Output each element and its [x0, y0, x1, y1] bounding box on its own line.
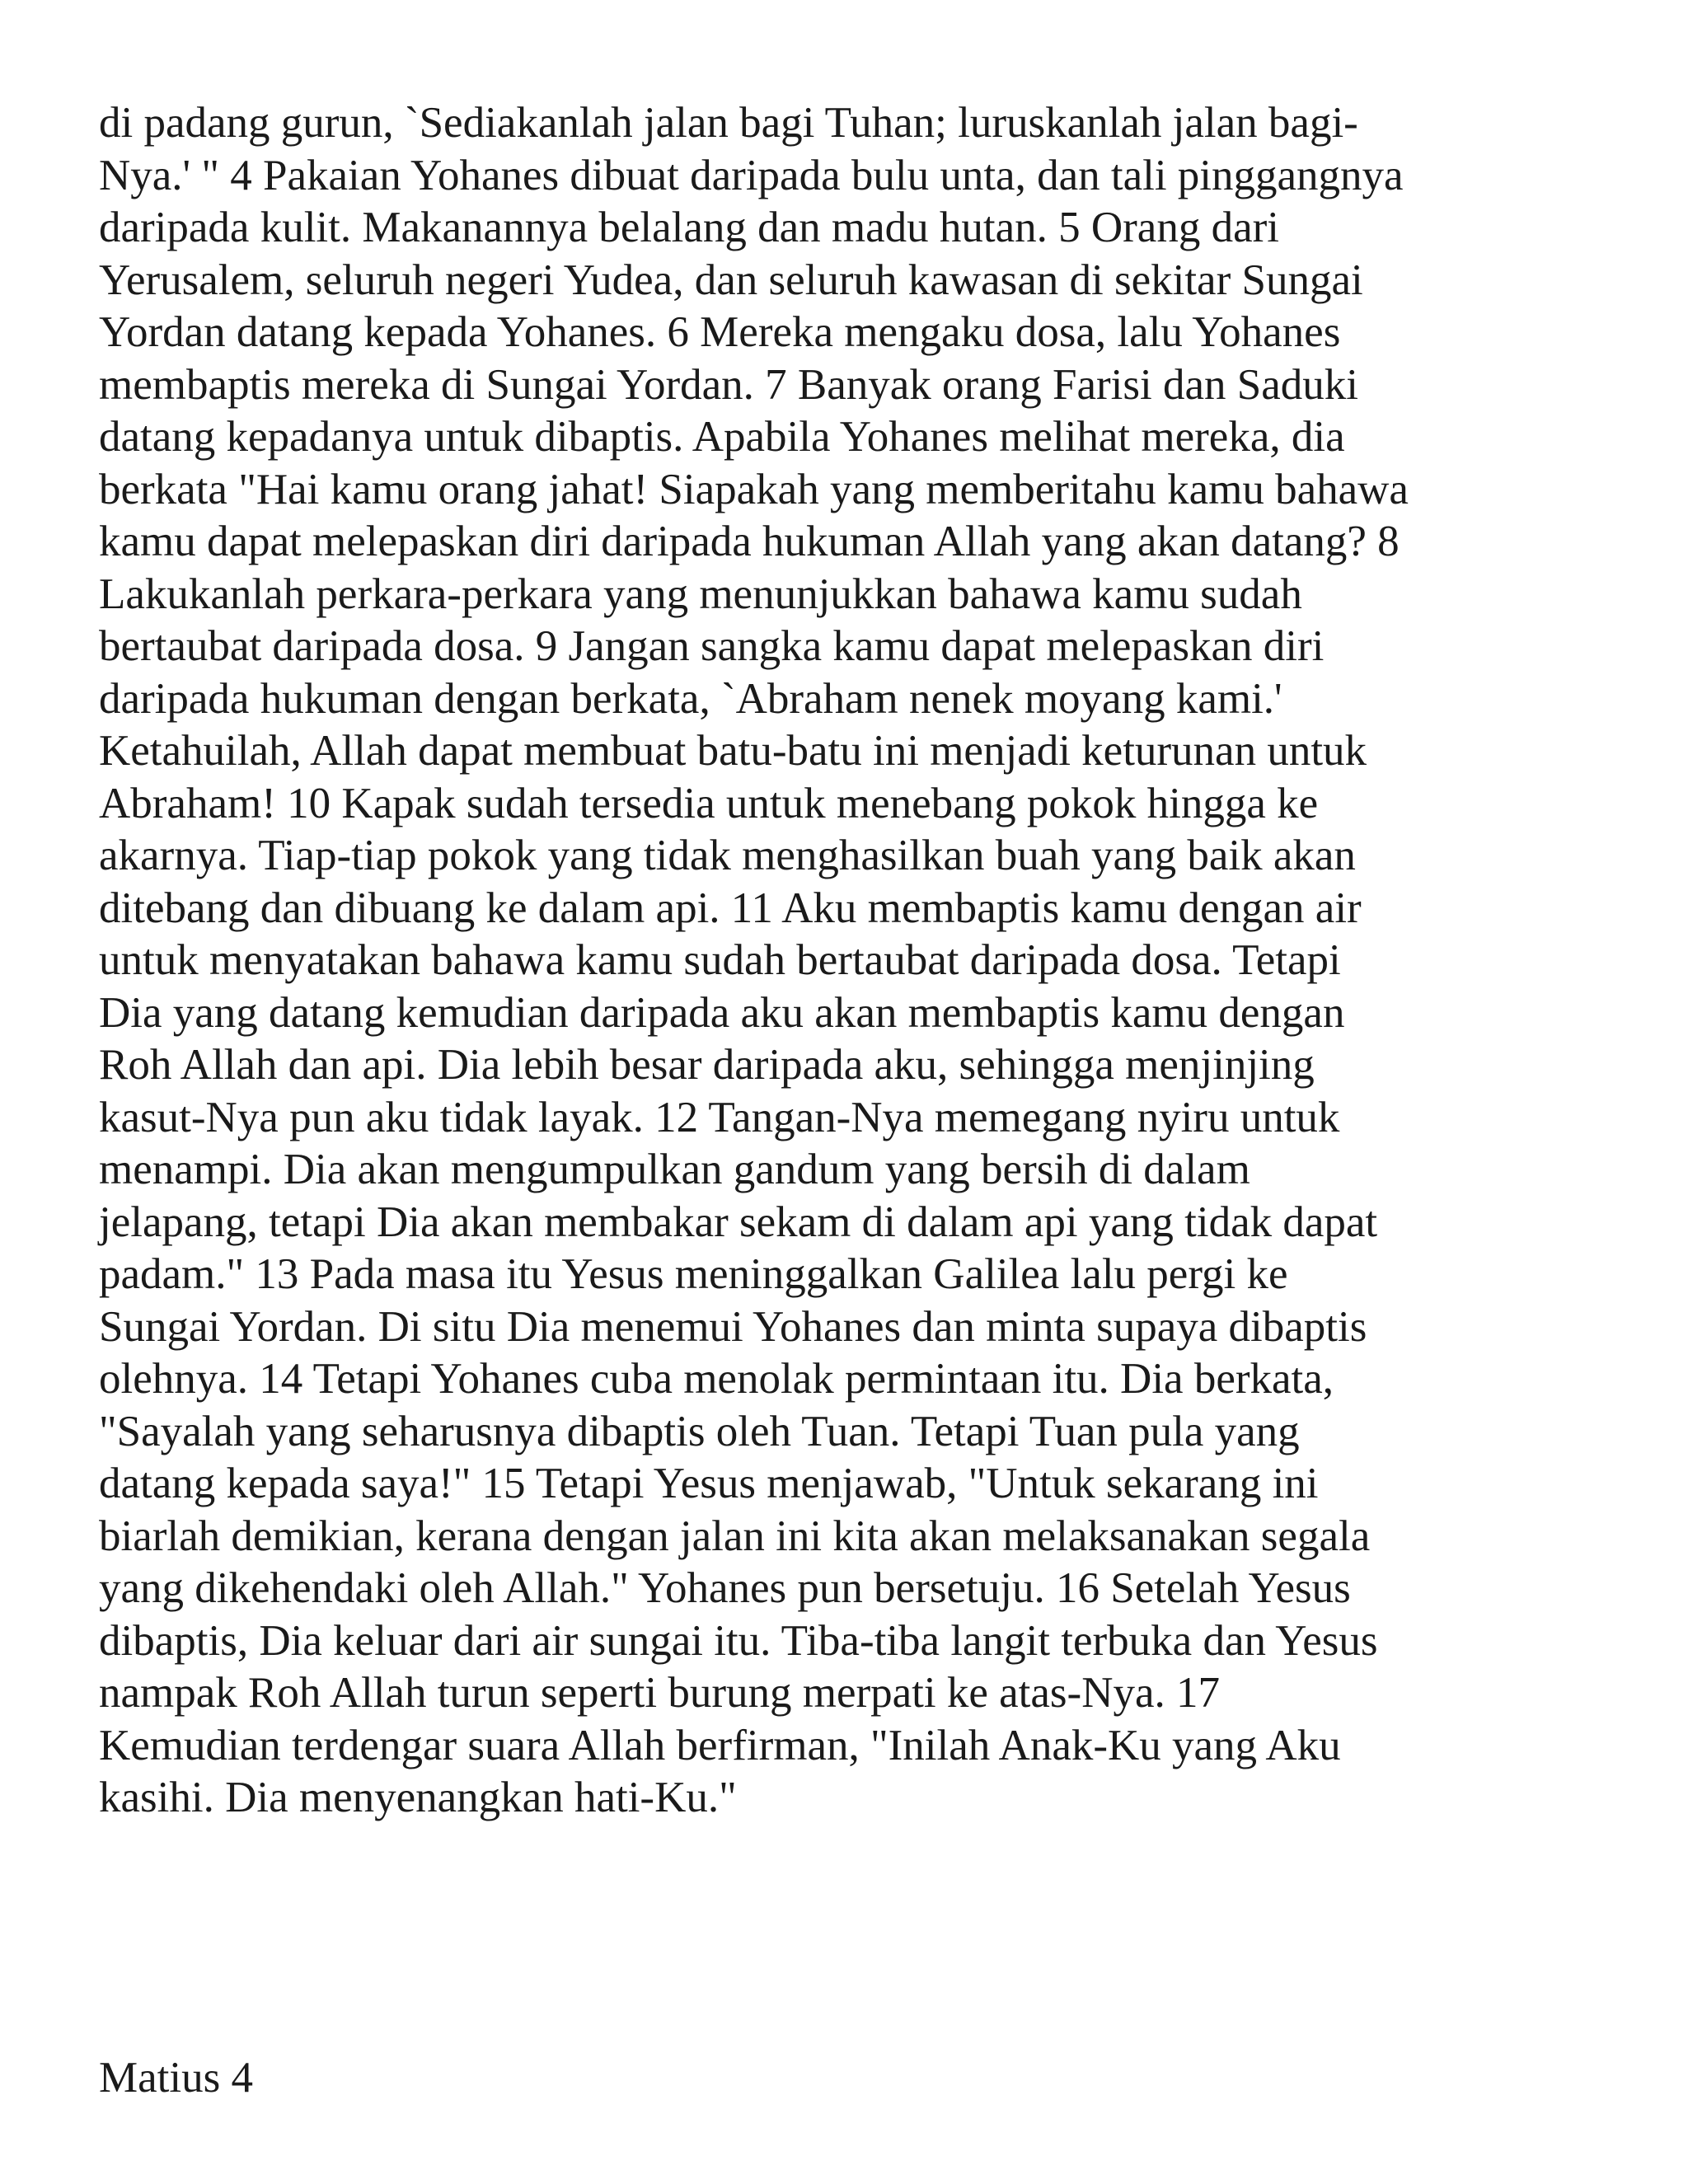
text-line: padam." 13 Pada masa itu Yesus meninggalkan Galilea lalu pergi ke — [99, 1250, 1288, 1298]
text-line: yang dikehendaki oleh Allah." Yohanes pun bersetuju. 16 Setelah Yesus — [99, 1564, 1351, 1612]
text-line: Nya.' " 4 Pakaian Yohanes dibuat daripada bulu unta, dan tali pinggangnya — [99, 151, 1404, 199]
text-line: Dia yang datang kemudian daripada aku akan membaptis kamu dengan — [99, 988, 1345, 1037]
text-line: Yordan datang kepada Yohanes. 6 Mereka mengaku dosa, lalu Yohanes — [99, 308, 1341, 356]
text-line: Ketahuilah, Allah dapat membuat batu-batu ini menjadi keturunan untuk — [99, 727, 1367, 775]
text-line: datang kepada saya!" 15 Tetapi Yesus menjawab, "Untuk sekarang ini — [99, 1460, 1319, 1507]
text-line: kasut-Nya pun aku tidak layak. 12 Tangan-Nya memegang nyiru untuk — [99, 1093, 1340, 1141]
text-line: "Sayalah yang seharusnya dibaptis oleh Tuan. Tetapi Tuan pula yang — [99, 1407, 1300, 1455]
text-line: kamu dapat melepaskan diri daripada hukuman Allah yang akan datang? 8 — [99, 518, 1400, 565]
scripture-text-block — [99, 97, 1607, 1825]
text-line: datang kepadanya untuk dibaptis. Apabila Yohanes melihat mereka, dia — [99, 413, 1345, 461]
text-line: olehnya. 14 Tetapi Yohanes cuba menolak permintaan itu. Dia berkata, — [99, 1355, 1334, 1403]
text-line: Yerusalem, seluruh negeri Yudea, dan seluruh kawasan di sekitar Sungai — [99, 255, 1363, 304]
text-line: Sungai Yordan. Di situ Dia menemui Yohanes dan minta supaya dibaptis — [99, 1302, 1367, 1351]
text-line: Roh Allah dan api. Dia lebih besar daripada aku, sehingga menjinjing — [99, 1041, 1315, 1089]
text-line: berkata "Hai kamu orang jahat! Siapakah yang memberitahu kamu bahawa — [99, 465, 1409, 513]
text-line: Lakukanlah perkara-perkara yang menunjukkan bahawa kamu sudah — [99, 569, 1302, 618]
text-line: kasihi. Dia menyenangkan hati-Ku." — [99, 1774, 737, 1821]
text-line: untuk menyatakan bahawa kamu sudah bertaubat daripada dosa. Tetapi — [99, 936, 1341, 984]
text-line: biarlah demikian, kerana dengan jalan ini kita akan melaksanakan segala — [99, 1511, 1371, 1560]
text-line: daripada hukuman dengan berkata, `Abraham nenek moyang kami.' — [99, 674, 1282, 723]
text-line: bertaubat daripada dosa. 9 Jangan sangka kamu dapat melepaskan diri — [99, 622, 1325, 670]
text-line: akarnya. Tiap-tiap pokok yang tidak menghasilkan buah yang baik akan — [99, 832, 1356, 879]
text-line: Abraham! 10 Kapak sudah tersedia untuk menebang pokok hingga ke — [99, 779, 1319, 827]
text-line: menampi. Dia akan mengumpulkan gandum yang bersih di dalam — [99, 1146, 1250, 1193]
text-line: nampak Roh Allah turun seperti burung merpati ke atas-Nya. 17 — [99, 1669, 1220, 1717]
text-line: daripada kulit. Makanannya belalang dan madu hutan. 5 Orang dari — [99, 204, 1279, 251]
text-line: Kemudian terdengar suara Allah berfirman, "Inilah Anak-Ku yang Aku — [99, 1721, 1341, 1769]
text-line: ditebang dan dibuang ke dalam api. 11 Aku membaptis kamu dengan air — [99, 883, 1362, 932]
chapter-heading: Matius 4 — [99, 2054, 253, 2102]
text-line: membaptis mereka di Sungai Yordan. 7 Banyak orang Farisi dan Saduki — [99, 360, 1358, 409]
text-line: di padang gurun, `Sediakanlah jalan bagi Tuhan; luruskanlah jalan bagi- — [99, 99, 1358, 147]
text-line: dibaptis, Dia keluar dari air sungai itu. Tiba-tiba langit terbuka dan Yesus — [99, 1616, 1378, 1665]
text-line: jelapang, tetapi Dia akan membakar sekam di dalam api yang tidak dapat — [99, 1197, 1378, 1246]
